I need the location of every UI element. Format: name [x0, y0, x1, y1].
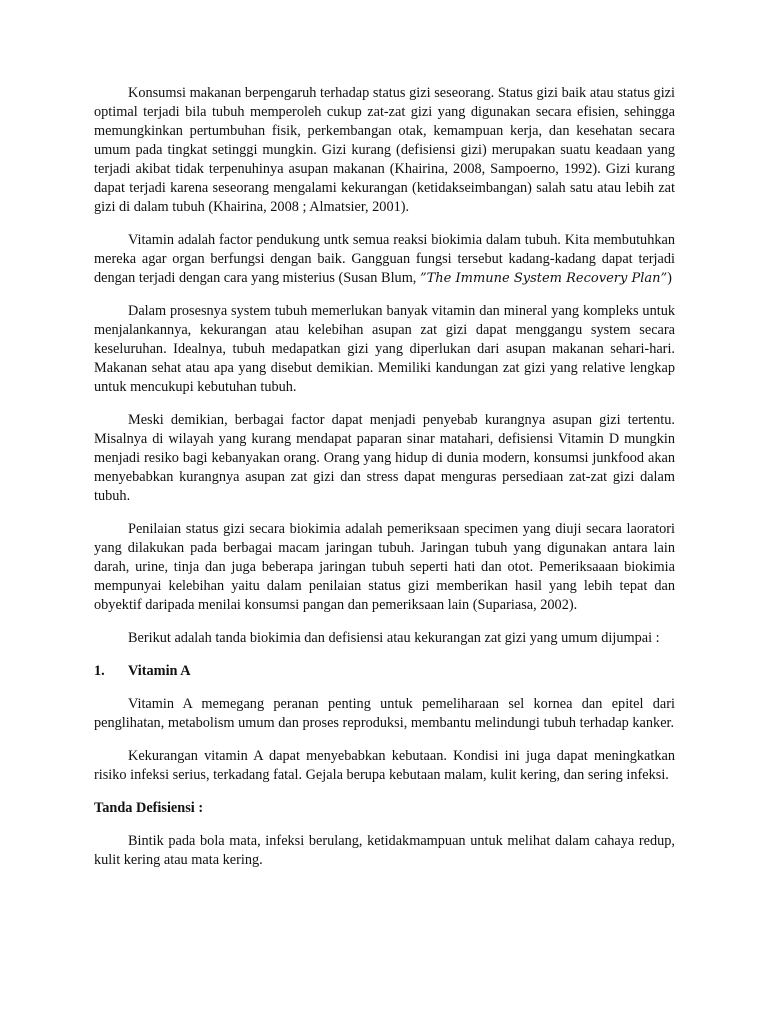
section-title: Vitamin A — [128, 663, 191, 679]
paragraph-tanda-biokimia-intro: Berikut adalah tanda biokimia dan defisiensi atau kekurangan zat gizi yang umum dijumpai : — [128, 630, 660, 646]
paragraph-vitamin-close: ) — [667, 270, 672, 286]
paragraph-tanda-defisiensi: Bintik pada bola mata, infeksi berulang, ketidakmampuan untuk melihat dalam cahaya redup, kulit kering atau mata kering. — [94, 833, 675, 868]
paragraph-vitamin-a-kekurangan: Kekurangan vitamin A dapat menyebabkan kebutaan. Kondisi ini juga dapat meningkatkan risiko infeksi serius, terkadang fatal. Gejala berupa kebutaan malam, kulit kering, dan sering infeksi. — [94, 748, 675, 783]
paragraph-vitamin-intro — [94, 231, 675, 288]
paragraph-proses-tubuh: Dalam prosesnya system tubuh memerlukan banyak vitamin dan mineral yang kompleks untuk menjalankannya, kekurangan atau kelebihan asupan zat gizi dapat menggangu system secara keseluruhan. Idealnya, tubuh medapatkan gizi yang diperlukan dari asupan makanan sehari-hari. Makanan sehat atau apa yang disebut demikian. Memiliki kandungan zat gizi yang relative lengkap untuk mencukupi kebutuhan tubuh. — [94, 303, 675, 395]
paragraph-faktor-penyebab: Meski demikian, berbagai factor dapat menjadi penyebab kurangnya asupan gizi tertentu. Misalnya di wilayah yang kurang mendapat paparan sinar matahari, defisiensi Vitamin D mungkin menjadi resiko bagi kebanyakan orang. Orang yang hidup di dunia modern, konsumsi junkfood akan menyebabkan kurangnya asupan zat gizi dan stress dapat menguras persediaan zat-zat gizi dalam tubuh. — [94, 412, 675, 504]
paragraph-vitamin-a-peran: Vitamin A memegang peranan penting untuk pemeliharaan sel kornea dan epitel dari penglihatan, metabolism umum dan proses reproduksi, membantu melindungi tubuh terhadap kanker. — [94, 696, 675, 731]
subheading-tanda-defisiensi: Tanda Defisiensi : — [94, 800, 204, 816]
paragraph-vitamin-text: Vitamin adalah factor pendukung untk semua reaksi biokimia dalam tubuh. Kita membutuhkan mereka agar organ berfungsi dengan baik. Gangguan fungsi tersebut kadang-kadang dapat terjadi dengan terjadi dengan cara yang misterius (Susan Blum, — [94, 232, 675, 286]
book-title-quote: ”The Immune System Recovery Plan” — [419, 271, 668, 286]
paragraph-penilaian-biokimia: Penilaian status gizi secara biokimia adalah pemeriksaan specimen yang diuji secara laoratori yang dilakukan pada berbagai macam jaringan tubuh. Jaringan tubuh yang digunakan antara lain darah, urine, tinja dan juga beberapa jaringan tubuh seperti hati dan otot. Pemeriksaaan biokimia mempunyai kelebihan yaitu dalam penilaian status gizi memberikan hasil yang lebih tepat dan obyektif daripada menilai konsumsi pangan dan pemeriksaan lain (Supariasa, 2002). — [94, 521, 675, 613]
document-page — [94, 84, 675, 884]
section-heading-vitamin-a — [94, 662, 675, 681]
paragraph-status-gizi: Konsumsi makanan berpengaruh terhadap status gizi seseorang. Status gizi baik atau status gizi optimal terjadi bila tubuh memperoleh cukup zat-zat gizi yang digunakan secara efisien, sehingga memungkinkan pertumbuhan fisik, perkembangan otak, kemampuan kerja, dan kesehatan secara umum pada tingkat setinggi mungkin. Gizi kurang (defisiensi gizi) merupakan suatu keadaan yang terjadi akibat tidak terpenuhinya asupan makanan (Khairina, 2008, Sampoerno, 1992). Gizi kurang dapat terjadi karena seseorang mengalami kekurangan (ketidakseimbangan) salah satu atau lebih zat gizi di dalam tubuh (Khairina, 2008 ; Almatsier, 2001). — [94, 85, 675, 215]
section-number: 1. — [94, 663, 105, 679]
